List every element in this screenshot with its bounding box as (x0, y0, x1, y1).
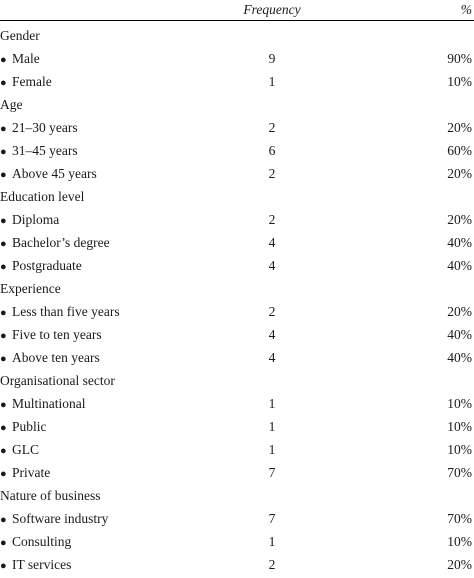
row-label: Consulting (12, 534, 72, 549)
row-label: Female (12, 74, 52, 89)
table-row (0, 254, 474, 277)
row-label-cell (0, 346, 100, 371)
frequency-cell: 1 (268, 419, 276, 434)
table-row (0, 70, 474, 93)
table-row (0, 162, 474, 185)
frequency-cell: 4 (268, 235, 276, 250)
table-header (0, 2, 474, 18)
bullet-icon: ● (0, 330, 7, 342)
row-label-cell (0, 139, 78, 164)
row-label: Male (12, 51, 40, 66)
section-heading (0, 93, 474, 116)
bullet-icon: ● (0, 123, 7, 135)
percent-column-header: % (460, 2, 472, 17)
percent-cell: 40% (447, 350, 472, 365)
section-heading (0, 484, 474, 507)
table-body (0, 18, 474, 576)
row-label: Private (12, 465, 51, 480)
bullet-icon: ● (0, 537, 7, 549)
row-label: Software industry (12, 511, 109, 526)
percent-cell: 20% (447, 557, 472, 572)
bullet-icon: ● (0, 422, 7, 434)
frequency-cell: 6 (268, 143, 276, 158)
frequency-column-header: Frequency (243, 2, 301, 17)
percent-cell: 10% (447, 442, 472, 457)
demographics-table (0, 2, 474, 576)
bullet-icon: ● (0, 560, 7, 572)
row-label: Multinational (12, 396, 86, 411)
percent-cell: 70% (447, 511, 472, 526)
row-label-cell (0, 300, 120, 325)
percent-cell: 70% (447, 465, 472, 480)
frequency-cell: 2 (268, 166, 276, 181)
row-label: Above 45 years (12, 166, 97, 181)
row-label-cell (0, 70, 52, 95)
bullet-icon: ● (0, 399, 7, 411)
table-row (0, 208, 474, 231)
table-row (0, 553, 474, 576)
table-row (0, 438, 474, 461)
percent-cell: 40% (447, 258, 472, 273)
percent-cell: 20% (447, 212, 472, 227)
row-label-cell (0, 208, 59, 233)
frequency-cell: 2 (268, 212, 276, 227)
frequency-cell: 2 (268, 120, 276, 135)
row-label: Public (12, 419, 47, 434)
bullet-icon: ● (0, 468, 7, 480)
table-row (0, 300, 474, 323)
percent-cell: 60% (447, 143, 472, 158)
frequency-cell: 9 (268, 51, 276, 66)
row-label: Diploma (12, 212, 60, 227)
section-heading (0, 277, 474, 300)
row-label-cell (0, 507, 108, 532)
row-label: Postgraduate (12, 258, 82, 273)
percent-cell: 20% (447, 120, 472, 135)
frequency-cell: 1 (268, 442, 276, 457)
section-heading (0, 185, 474, 208)
bullet-icon: ● (0, 514, 7, 526)
table-row (0, 530, 474, 553)
section-title: Education level (0, 189, 85, 204)
percent-cell: 20% (447, 304, 472, 319)
row-label-cell (0, 47, 40, 72)
table-row (0, 116, 474, 139)
bullet-icon: ● (0, 146, 7, 158)
table-row (0, 461, 474, 484)
table-row (0, 392, 474, 415)
section-title: Experience (0, 281, 61, 296)
frequency-cell: 1 (268, 74, 276, 89)
row-label-cell (0, 553, 71, 578)
bullet-icon: ● (0, 261, 7, 273)
bullet-icon: ● (0, 215, 7, 227)
row-label-cell (0, 392, 86, 417)
row-label-cell (0, 116, 78, 141)
section-heading (0, 24, 474, 47)
bullet-icon: ● (0, 238, 7, 250)
table-row (0, 139, 474, 162)
bullet-icon: ● (0, 307, 7, 319)
table-row (0, 346, 474, 369)
frequency-cell: 4 (268, 258, 276, 273)
percent-cell: 10% (447, 74, 472, 89)
section-heading (0, 369, 474, 392)
row-label: Above ten years (12, 350, 100, 365)
row-label-cell (0, 461, 50, 486)
row-label: 31–45 years (12, 143, 78, 158)
section-title: Nature of business (0, 488, 101, 503)
frequency-cell: 4 (268, 350, 276, 365)
frequency-cell: 7 (268, 511, 276, 526)
frequency-cell: 4 (268, 327, 276, 342)
bullet-icon: ● (0, 169, 7, 181)
row-label-cell (0, 323, 102, 348)
row-label-cell (0, 530, 71, 555)
row-label: 21–30 years (12, 120, 78, 135)
table-row (0, 415, 474, 438)
row-label-cell (0, 438, 39, 463)
row-label: Less than five years (12, 304, 120, 319)
frequency-cell: 7 (268, 465, 276, 480)
section-title: Age (0, 97, 23, 112)
table-row (0, 323, 474, 346)
section-title: Organisational sector (0, 373, 115, 388)
row-label-cell (0, 162, 97, 187)
table-row (0, 231, 474, 254)
section-title: Gender (0, 28, 40, 43)
bullet-icon: ● (0, 77, 7, 89)
row-label-cell (0, 415, 47, 440)
row-label-cell (0, 231, 110, 256)
frequency-cell: 1 (268, 396, 276, 411)
row-label: Bachelor’s degree (12, 235, 110, 250)
percent-cell: 90% (447, 51, 472, 66)
percent-cell: 10% (447, 534, 472, 549)
row-label: Five to ten years (12, 327, 102, 342)
bullet-icon: ● (0, 353, 7, 365)
percent-cell: 10% (447, 419, 472, 434)
percent-cell: 10% (447, 396, 472, 411)
bullet-icon: ● (0, 445, 7, 457)
frequency-cell: 2 (268, 557, 276, 572)
percent-cell: 40% (447, 327, 472, 342)
frequency-cell: 1 (268, 534, 276, 549)
table-row (0, 507, 474, 530)
percent-cell: 40% (447, 235, 472, 250)
row-label-cell (0, 254, 82, 279)
percent-cell: 20% (447, 166, 472, 181)
frequency-cell: 2 (268, 304, 276, 319)
row-label: GLC (12, 442, 39, 457)
row-label: IT services (12, 557, 72, 572)
table-row (0, 47, 474, 70)
bullet-icon: ● (0, 54, 7, 66)
